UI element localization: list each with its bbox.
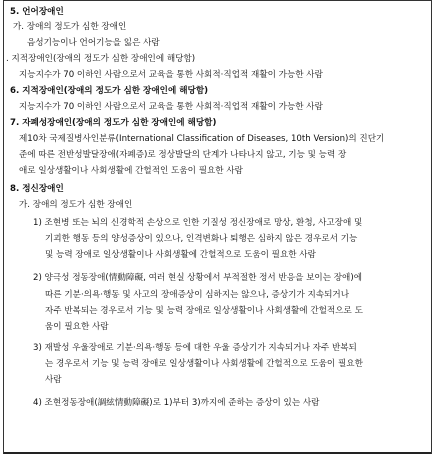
document-page [3,0,432,454]
section-7-heading: 7. 자폐성장애인(장애의 정도가 심한 장애인에 해당함) [10,118,217,128]
section-6-heading: 6. 지적장애인(장애의 정도가 심한 장애인에 해당함) [10,86,209,96]
section-7-line: 준에 따른 전반성발달장애(자폐증)로 정상발달의 단계가 나타나지 않고, 기능 및 능력 장 [19,150,347,160]
section-7-line: 제10차 국제질병사인분류(International Classification of Diseases, 10th Version)의 진단기 [19,134,385,144]
section-8-item-3-line: 사람 [45,375,62,385]
section-5-sub-b: . 지적장애인(장애의 정도가 심한 장애인에 해당함) [6,54,196,64]
section-5-sub-a-item: 음성기능이나 언어기능을 잃은 사람 [27,38,160,48]
section-8-item-1-line: 및 능력 장애로 일상생활이나 사회생활에 간헐적으로 도움이 필요한 사람 [45,250,316,260]
section-8-item-2-line: 움이 필요한 사람 [45,322,109,332]
section-5-sub-b-item: 지능지수가 70 이하인 사람으로서 교육을 통한 사회적·직업적 재활이 가능한 사람 [19,70,323,80]
section-8-item-3-line: 3) 재발성 우울장애로 기분·의욕·행동 등에 대한 우울 증상기가 지속되거나 자주 반복되 [33,343,357,353]
bottom-border [4,452,431,454]
section-7-line: 애로 일상생활이나 사회생활에 간헐적인 도움이 필요한 사람 [19,166,243,176]
section-8-item-1-line: 1) 조현병 또는 뇌의 신경학적 손상으로 인한 기질성 정신장애로 망상, 환청, 사고장애 및 [33,218,363,228]
section-6-text: 지능지수가 70 이하인 사람으로서 교육을 통한 사회적·직업적 재활이 가능한 사람 [19,102,323,112]
section-8-item-3-line: 는 경우로서 기능 및 능력 장애로 일상생활이나 사회생활에 간헐적으로 도움이 필요한 [45,359,363,369]
section-8-sub-a: 가. 장애의 정도가 심한 장애인 [19,200,133,210]
section-8-item-2-line: 따른 기분·의욕·행동 및 사고의 장애증상이 심하지는 않으나, 증상기가 지속되거나 [45,290,350,300]
section-8-item-2-line: 2) 양극성 정동장애(情動障礙, 여러 현실 상황에서 부적절한 정서 반응을 보이는 장애)에 [33,273,362,283]
section-8-item-4-line: 4) 조현정동장애(調絃情動障礙)로 1)부터 3)까지에 준하는 증상이 있는 사람 [33,398,320,408]
section-5-heading: 5. 언어장애인 [10,7,64,17]
section-8-item-2-line: 자주 반복되는 경우로서 기능 및 능력 장애로 일상생활이나 사회생활에 간헐적으로 도 [45,306,363,316]
section-8-item-1-line: 기괴한 행동 등의 양성증상이 있으나, 인격변화나 퇴행은 심하지 않은 경우로서 기능 [45,234,358,244]
section-8-heading: 8. 정신장애인 [10,184,64,194]
section-5-sub-a: 가. 장애의 정도가 심한 장애인 [13,22,127,32]
